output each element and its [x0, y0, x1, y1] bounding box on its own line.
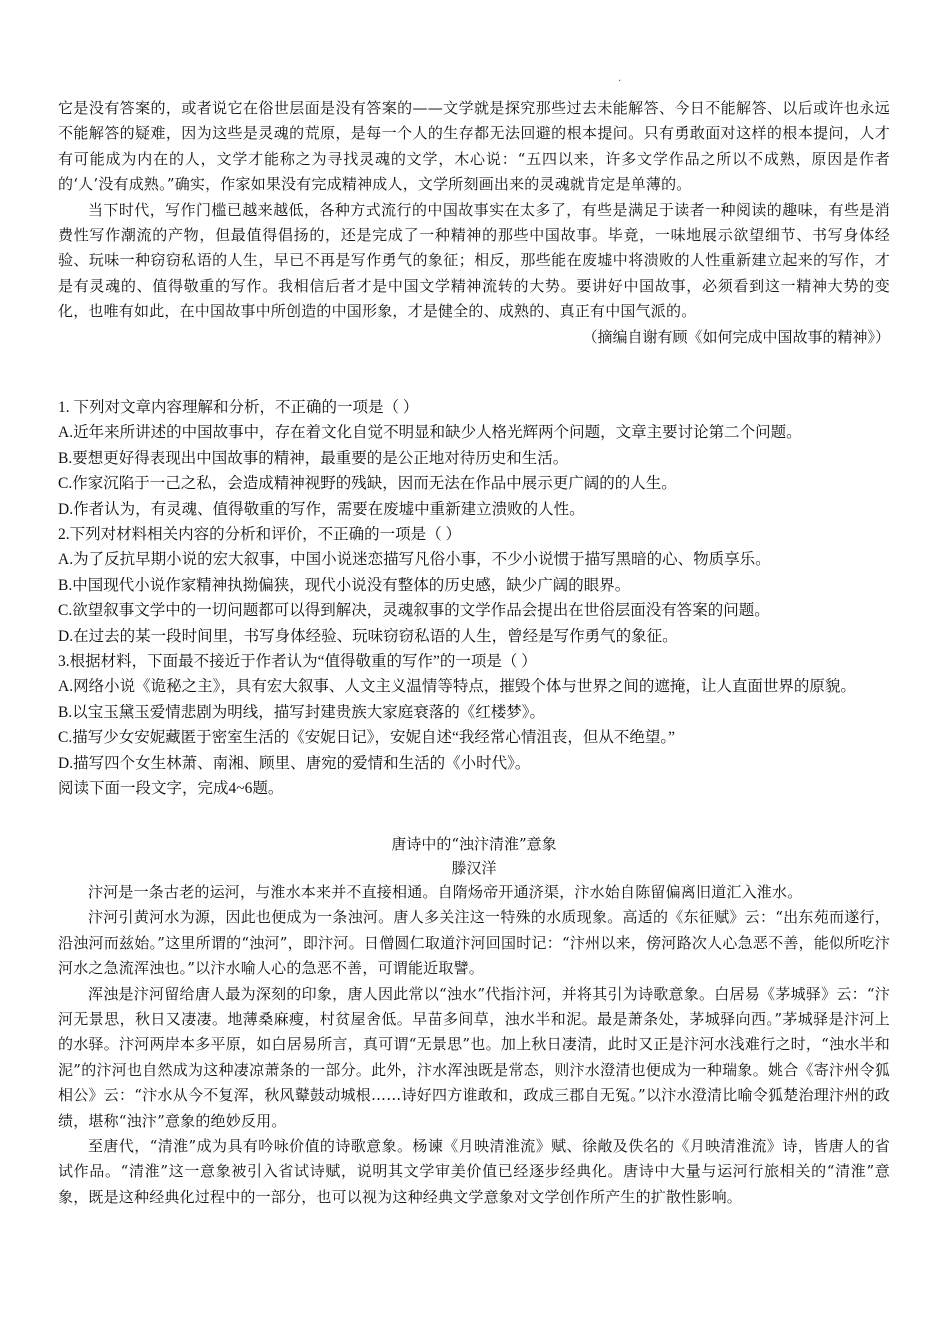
- question-2-option-c: C.欲望叙事文学中的一切问题都可以得到解决，灵魂叙事的文学作品会提出在世俗层面没有答案的问题。: [58, 602, 770, 620]
- question-1-option-b: B.要想更好得表现出中国故事的精神，最重要的是公正地对待历史和生活。: [58, 449, 569, 467]
- question-1-stem: 1. 下列对文章内容理解和分析，不正确的一项是（ ）: [58, 399, 419, 416]
- top-mark: ·: [618, 76, 622, 87]
- passage-1-paragraph: 当下时代，写作门槛已越来越低，各种方式流行的中国故事实在太多了，有些是满足于读者一种阅读的趣味，有些是消费性写作潮流的产物，但最值得倡扬的，还是完成了一种精神的那些中国故事。毕竟，一味地展示欲望细节、书写身体经验、玩味一种窃窃私语的人生，早已不再是写作勇气的象征；相反，那些能在废墟中将溃败的人性重新建立起来的写作，才是有灵魂的、值得敬重的写作。我相信后者才是中国文学精神流转的大势。要讲好中国故事，必须看到这一精神大势的变化，也唯有如此，在中国故事中所创造的中国形象，才是健全的、成熟的、真正有中国气派的。: [58, 200, 890, 321]
- passage-1: [58, 96, 890, 350]
- question-3-option-a: A.网络小说《诡秘之主》，具有宏大叙事、人文主义温情等特点，摧毁个体与世界之间的遮掩，让人直面世界的原貌。: [58, 678, 856, 696]
- question-2-stem: 2.下列对材料相关内容的分析和评价，不正确的一项是（ ）: [58, 526, 462, 544]
- passage-2-author: 滕汉洋: [451, 859, 497, 877]
- question-3-option-c: C.描写少女安妮藏匿于密室生活的《安妮日记》，安妮自述“我经常心情沮丧，但从不绝望。”: [58, 729, 675, 747]
- question-1-option-c: C.作家沉陷于一己之私，会造成精神视野的残缺，因而无法在作品中展示更广阔的的人生。: [58, 475, 677, 493]
- question-1-option-a: A.近年来所讲述的中国故事中，存在着文化自觉不明显和缺少人格光辉两个问题，文章主要讨论第二个问题。: [58, 424, 802, 442]
- question-2-option-d: D.在过去的某一段时间里，书写身体经验、玩味窃窃私语的人生，曾经是写作勇气的象征。: [58, 627, 678, 645]
- question-2-option-a: A.为了反抗早期小说的宏大叙事，中国小说迷恋描写凡俗小事，不少小说惯于描写黑暗的心、物质享乐。: [58, 551, 771, 569]
- question-3-stem: 3.根据材料，下面最不接近于作者认为“值得敬重的写作”的一项是（ ）: [58, 653, 537, 671]
- questions-section: [58, 395, 890, 802]
- question-3-option-b: B.以宝玉黛玉爱情悲剧为明线，描写封建贵族大家庭衰落的《红楼梦》。: [58, 703, 545, 721]
- passage-2-paragraph: 浑浊是汴河留给唐人最为深刻的印象，唐人因此常以“浊水”代指汴河，并将其引为诗歌意象。白居易《茅城驿》云：“汴河无景思，秋日又凄凄。地薄桑麻瘦，村贫屋舍低。早苗多间草，浊水半和泥。最是萧条处，茅城驿向西。”茅城驿是汴河上的水驿。汴河两岸本多平原，如白居易所言，真可谓“无景思”也。加上秋日凄清，此时又正是汴河水浅难行之时，“浊水半和泥”的汴河也自然成为这种凄凉萧条的一部分。此外，汴水浑浊既是常态，则汴水澄清也便成为一种瑞象。姚合《寄汴州令狐相公》云：“汴水从今不复浑，秋风鼙鼓动城根……诗好四方谁敢和，政成三郡自无冤。”以汴水澄清比喻令狐楚治理汴州的政绩，堪称“浊汴”意象的绝妙反用。: [58, 984, 890, 1130]
- question-1-option-d: D.作者认为，有灵魂、值得敬重的写作，需要在废墟中重新建立溃败的人性。: [58, 500, 585, 518]
- passage-2-paragraph: 至唐代，“清淮”成为具有吟咏价值的诗歌意象。杨谏《月映清淮流》赋、徐敞及佚名的《月映清淮流》诗，皆唐人的省试作品。“清淮”这一意象被引入省试诗赋，说明其文学审美价值已经逐步经典化。唐诗中大量与运河行旅相关的“清淮”意象，既是这种经典化过程中的一部分，也可以视为这种经典文学意象对文学创作所产生的扩散性影响。: [58, 1137, 890, 1206]
- passage-2-paragraph: 汴河引黄河水为源，因此也便成为一条浊河。唐人多关注这一特殊的水质现象。高适的《东征赋》云：“出东苑而遂行，沿浊河而兹始。”这里所谓的“浊河”，即汴河。日僧圆仁取道汴河回国时记：“汴州以来，傍河路次人心急恶不善，能似所吃汴河水之急流浑浊也。”以汴水喻人心的急恶不善，可谓能近取譬。: [58, 908, 890, 978]
- question-3-option-d: D.描写四个女生林萧、南湘、顾里、唐宛的爱情和生活的《小时代》。: [58, 754, 531, 772]
- passage-2-title: 唐诗中的“浊汴清淮”意象: [391, 835, 557, 853]
- reading-instruction: 阅读下面一段文字，完成4~6题。: [58, 780, 284, 798]
- question-2-option-b: B.中国现代小说作家精神执拗偏狭，现代小说没有整体的历史感，缺少广阔的眼界。: [58, 576, 631, 594]
- passage-1-paragraph: 它是没有答案的，或者说它在俗世层面是没有答案的——文学就是探究那些过去未能解答、今日不能解答、以后或许也永远不能解答的疑难，因为这些是灵魂的荒原，是每一个人的生存都无法回避的根本提问。只有勇敢面对这样的根本提问，人才有可能成为内在的人，文学才能称之为寻找灵魂的文学，木心说：“五四以来，许多文学作品之所以不成熟，原因是作者的‘人’没有成熟。”确实，作家如果没有完成精神成人，文学所刻画出来的灵魂就肯定是单薄的。: [58, 99, 890, 194]
- passage-1-source: （摘编自谢有顾《如何完成中国故事的精神》）: [582, 327, 890, 346]
- passage-2: [58, 832, 890, 1210]
- passage-2-paragraph: 汴河是一条古老的运河，与淮水本来并不直接相通。自隋炀帝开通济渠，汴水始自陈留偏离旧道汇入淮水。: [88, 883, 803, 901]
